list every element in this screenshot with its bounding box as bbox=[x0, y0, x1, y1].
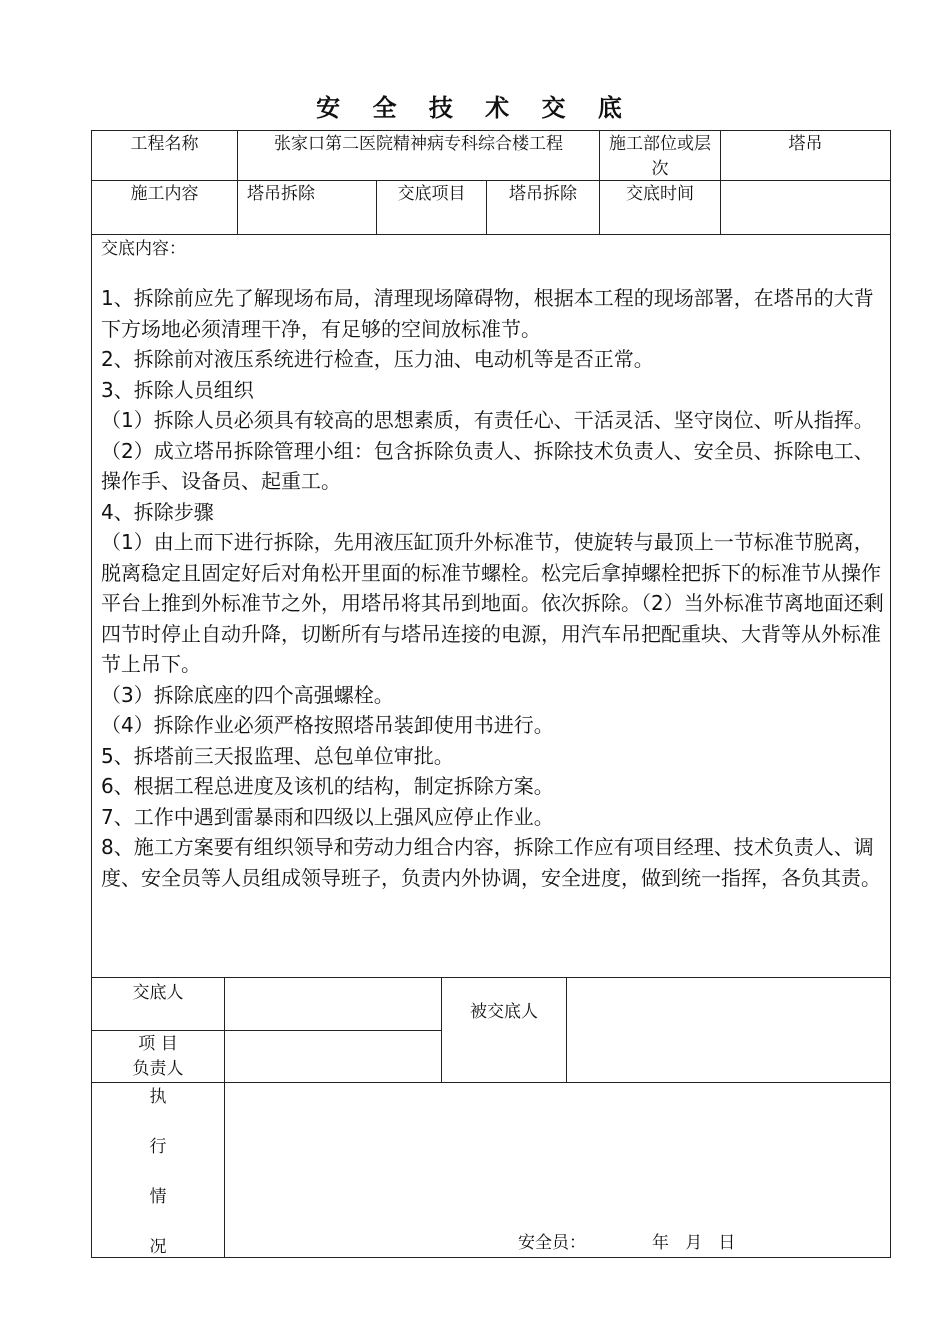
table-divider bbox=[441, 977, 442, 1082]
table-divider bbox=[224, 977, 225, 1257]
table-divider bbox=[91, 180, 891, 181]
table-divider bbox=[91, 977, 891, 978]
date-label: 年 月 日 bbox=[652, 1233, 736, 1253]
table-divider bbox=[91, 1082, 891, 1083]
disclosure-item-label: 交底项目 bbox=[397, 184, 466, 204]
construction-content-value: 塔吊拆除 bbox=[247, 184, 315, 204]
project-manager-label-line1: 项 目 bbox=[138, 1034, 178, 1054]
table-divider bbox=[566, 977, 567, 1082]
content-paragraph: 2、拆除前对液压系统进行检查，压力油、电动机等是否正常。 bbox=[101, 347, 654, 371]
disclosure-time-label: 交底时间 bbox=[626, 184, 694, 204]
content-paragraph: 6、根据工程总进度及该机的结构，制定拆除方案。 bbox=[101, 774, 554, 798]
table-divider bbox=[720, 180, 721, 234]
table-border-right bbox=[890, 130, 891, 1258]
execution-char: 行 bbox=[149, 1137, 167, 1157]
content-paragraph: 7、工作中遇到雷暴雨和四级以上强风应停止作业。 bbox=[101, 804, 554, 829]
location-label: 施工部位或层次 bbox=[609, 134, 711, 179]
execution-char: 情 bbox=[149, 1187, 167, 1207]
content-paragraph: （1）拆除人员必须具有较高的思想素质，有责任心、干活灵活、坚守岗位、听从指挥。 bbox=[101, 408, 874, 432]
project-name-label: 工程名称 bbox=[130, 134, 199, 154]
content-paragraph: （2）成立塔吊拆除管理小组：包含拆除负责人、拆除技术负责人、安全员、拆除电工、操作手、设备员、起重工。 bbox=[101, 438, 874, 493]
table-divider bbox=[91, 234, 891, 235]
disclosure-content-body bbox=[101, 283, 885, 893]
document-title: 安 全 技 术 交 底 bbox=[316, 94, 634, 122]
receiver-label: 被交底人 bbox=[470, 1002, 538, 1022]
content-paragraph: 4、拆除步骤 bbox=[101, 499, 214, 524]
content-paragraph: 1、拆除前应先了解现场布局，清理现场障碍物，根据本工程的现场部署，在塔吊的大背下方场地必须清理干净，有足够的空间放标准节。 bbox=[101, 286, 874, 341]
content-paragraph: 3、拆除人员组织 bbox=[101, 377, 254, 402]
disclosure-content-heading: 交底内容： bbox=[101, 239, 186, 259]
execution-status-label bbox=[92, 1085, 224, 1285]
execution-char: 执 bbox=[149, 1087, 167, 1107]
safety-officer-label: 安全员： bbox=[518, 1233, 586, 1253]
project-name-value: 张家口第二医院精神病专科综合楼工程 bbox=[274, 134, 563, 154]
table-border-top bbox=[91, 130, 891, 131]
content-paragraph: 8、施工方案要有组织领导和劳动力组合内容，拆除工作应有项目经理、技术负责人、调度、安全员等人员组成领导班子，负责内外协调，安全进度，做到统一指挥，各负其责。 bbox=[101, 835, 881, 890]
location-value: 塔吊 bbox=[788, 134, 823, 154]
content-paragraph: （4）拆除作业必须严格按照塔吊装卸使用书进行。 bbox=[101, 713, 554, 737]
discloser-label: 交底人 bbox=[132, 983, 184, 1003]
project-manager-label-line2: 负责人 bbox=[132, 1059, 184, 1079]
execution-char: 况 bbox=[149, 1237, 167, 1257]
construction-content-label: 施工内容 bbox=[130, 184, 199, 204]
table-divider bbox=[91, 1030, 441, 1031]
content-paragraph: （3）拆除底座的四个高强螺栓。 bbox=[101, 682, 394, 707]
disclosure-item-value: 塔吊拆除 bbox=[509, 184, 577, 204]
content-paragraph: （1）由上而下进行拆除，先用液压缸顶升外标准节，使旋转与最顶上一节标准节脱离，脱离稳定且固定好后对角松开里面的标准节螺栓。松完后拿掉螺栓把拆下的标准节从操作平台上推到外标准节之外，用塔吊将其吊到地面。依次拆除。（2）当外标准节离地面还剩四节时停止自动升降，切断所有与塔吊连接的电源，用汽车吊把配重块、大背等从外标准节上吊下。 bbox=[101, 530, 884, 676]
project-manager-label bbox=[92, 1032, 224, 1082]
content-paragraph: 5、拆塔前三天报监理、总包单位审批。 bbox=[101, 743, 454, 768]
